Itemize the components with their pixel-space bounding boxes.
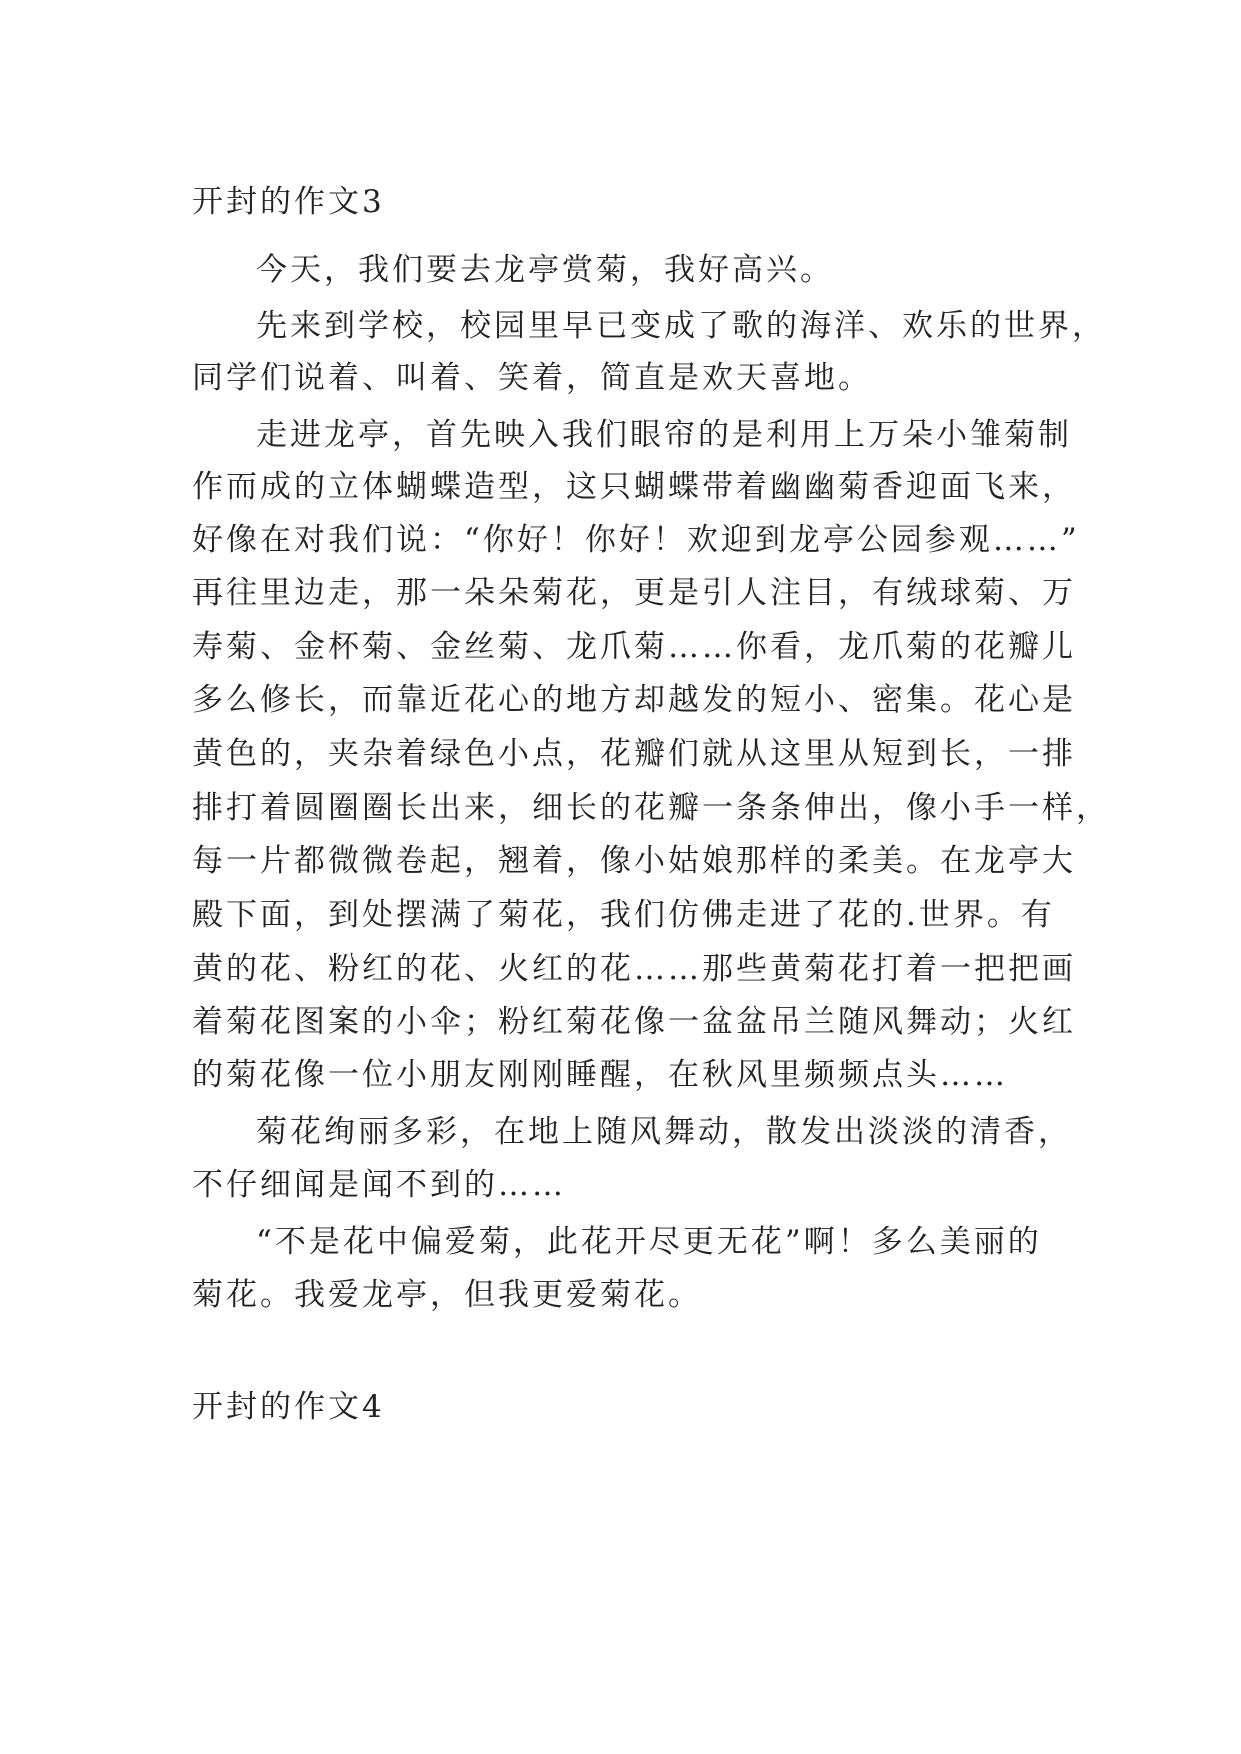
essay-title-3: 开封的作文3 (192, 184, 385, 220)
paragraph-3-line-5: 寿菊、金杯菊、金丝菊、龙爪菊……你看，龙爪菊的花瓣儿 (192, 629, 1076, 665)
essay-title-4: 开封的作文4 (192, 1389, 385, 1425)
paragraph-3-line-12: 着菊花图案的小伞；粉红菊花像一盆盆吊兰随风舞动；火红 (192, 1004, 1076, 1040)
paragraph-3-line-7: 黄色的，夹杂着绿色小点，花瓣们就从这里从短到长，一排 (192, 736, 1076, 772)
paragraph-5-line-1: “不是花中偏爱菊，此花开尽更无花”啊！多么美丽的 (256, 1224, 1042, 1260)
paragraph-3-line-13: 的菊花像一位小朋友刚刚睡醒，在秋风里频频点头…… (192, 1057, 1008, 1093)
paragraph-4-line-2: 不仔细闻是闻不到的…… (192, 1167, 566, 1203)
paragraph-3-line-4: 再往里边走，那一朵朵菊花，更是引人注目，有绒球菊、万 (192, 575, 1076, 611)
paragraph-3-line-10: 殿下面，到处摆满了菊花，我们仿佛走进了花的.世界。有 (192, 897, 1055, 933)
paragraph-5-line-2: 菊花。我爱龙亭，但我更爱菊花。 (192, 1277, 702, 1313)
paragraph-3-line-6: 多么修长，而靠近花心的地方却越发的短小、密集。花心是 (192, 682, 1076, 718)
paragraph-3-line-11: 黄的花、粉红的花、火红的花……那些黄菊花打着一把把画 (192, 951, 1076, 987)
paragraph-4-line-1: 菊花绚丽多彩，在地上随风舞动，散发出淡淡的清香， (256, 1114, 1072, 1150)
paragraph-3-line-3: 好像在对我们说：“你好！你好！欢迎到龙亭公园参观……” (192, 522, 1080, 558)
paragraph-1-line-1: 今天，我们要去龙亭赏菊，我好高兴。 (256, 252, 834, 288)
paragraph-3-line-1: 走进龙亭，首先映入我们眼帘的是利用上万朵小雏菊制 (256, 417, 1072, 453)
paragraph-3-line-2: 作而成的立体蝴蝶造型，这只蝴蝶带着幽幽菊香迎面飞来， (192, 469, 1076, 505)
paragraph-2-line-1: 先来到学校，校园里早已变成了歌的海洋、欢乐的世界， (256, 308, 1106, 344)
paragraph-3-line-8: 排打着圆圈圈长出来，细长的花瓣一条条伸出，像小手一样， (192, 790, 1110, 826)
paragraph-3-line-9: 每一片都微微卷起，翘着，像小姑娘那样的柔美。在龙亭大 (192, 843, 1076, 879)
paragraph-2-line-2: 同学们说着、叫着、笑着，简直是欢天喜地。 (192, 360, 872, 396)
